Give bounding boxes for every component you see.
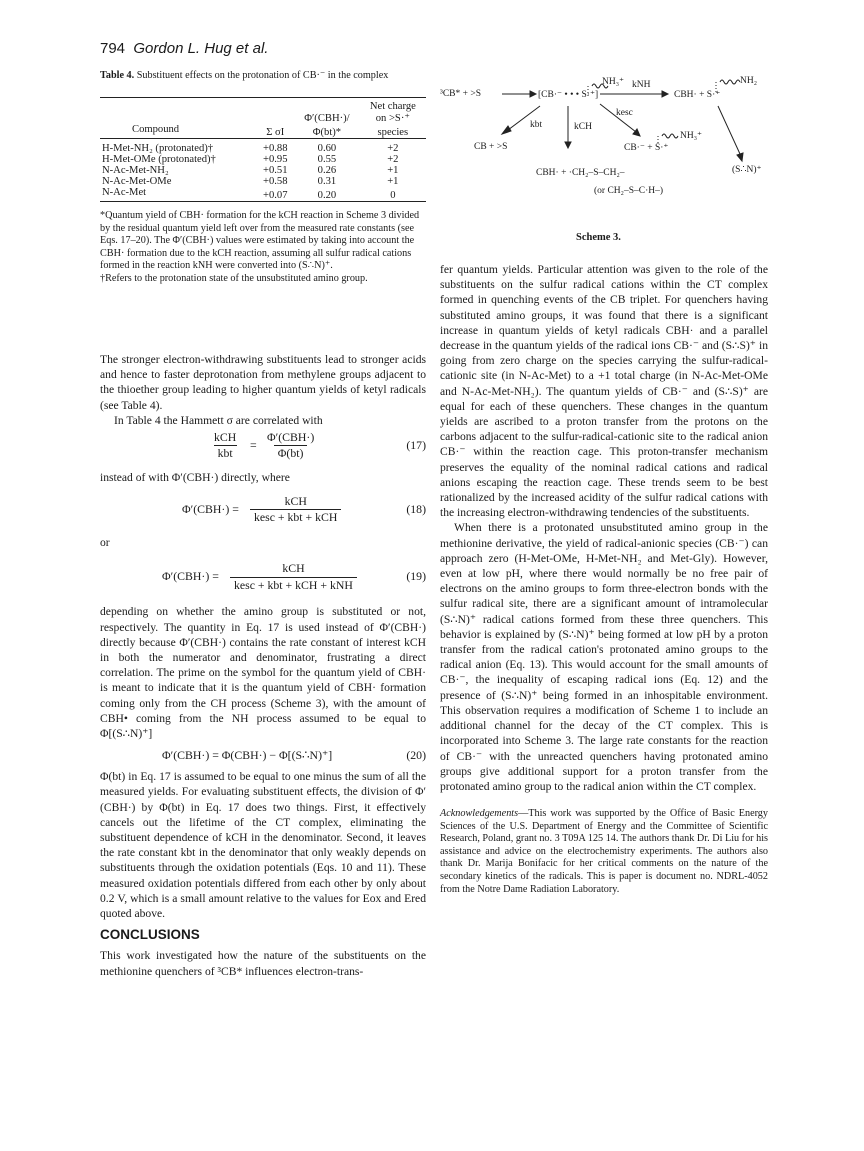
cell-charge: +1	[387, 176, 399, 188]
eq20-body: Φ′(CBH·) = Φ(CBH·) − Φ[(S∴N)⁺]	[162, 748, 333, 763]
scheme-complex: [CB·⁻ • • • S·⁺]	[538, 90, 599, 100]
paragraph: instead of with Φ′(CBH·) directly, where	[100, 471, 290, 485]
table-row	[100, 176, 426, 187]
table-grid	[100, 101, 426, 203]
cell-phi: 0.31	[317, 176, 337, 188]
eq17-left-fraction	[210, 430, 240, 461]
table-caption-text: Substituent effects on the protonation of CB·⁻ in the complex	[136, 70, 389, 81]
header-compound: Compound	[132, 123, 180, 135]
left-column	[100, 352, 426, 979]
eq19-num: kCH	[282, 561, 305, 576]
scheme-nh3-top: NH₃⁺	[602, 77, 625, 87]
table-row	[100, 154, 426, 165]
table-row	[100, 165, 426, 176]
header-net-3: species	[377, 126, 409, 138]
running-author: Gordon L. Hug et al.	[133, 40, 269, 57]
equation-20	[100, 745, 426, 767]
cell-charge: +2	[387, 143, 399, 155]
scheme-sn: (S∴N)⁺	[732, 165, 762, 175]
eq19-number: (19)	[406, 569, 426, 584]
table-footnote-2: †Refers to the protonation state of the unsubstituted amino group.	[100, 273, 368, 285]
eq17-number: (17)	[406, 438, 426, 453]
cell-charge: +2	[387, 154, 399, 166]
equation-17	[100, 428, 426, 466]
eq18-lhs: Φ′(CBH·) =	[182, 502, 239, 517]
equation-18	[100, 491, 426, 533]
eq19-fraction	[230, 561, 357, 592]
section-heading-conclusions: CONCLUSIONS	[100, 927, 200, 943]
paragraph: depending on whether the amino group is substituted or not, respectively. The quantity in Eq. 17 is used instead of Φ′(CBH·) directly because Φ′(CBH·) contains the rate constant of interest kCH in both the numerator and denominator, frustrating a direct correlation. The prime on the symbol for the quantum yield of CBH· is meant to indicate that it is the quantum yield of CBH· formation coming only from the CH process (Scheme 3), with the amount of CBH• coming from the NH process assumed to be equal to Φ[(S∴N)⁺]	[100, 605, 426, 741]
cell-compound: N-Ac-Met	[102, 187, 147, 199]
header-phi-1: Φ′(CBH·)/	[304, 112, 350, 124]
scheme-title: Scheme 3.	[576, 232, 621, 243]
eq17-equals: =	[250, 438, 257, 453]
scheme-3	[440, 72, 770, 262]
acknowledgements	[440, 808, 768, 896]
cell-compound: H-Met-OMe (protonated)†	[102, 154, 216, 166]
eq19-den: kesc + kbt + kCH + kNH	[230, 577, 357, 593]
scheme-nh3-mid: NH₃⁺	[680, 131, 703, 141]
eq18-number: (18)	[406, 502, 426, 517]
table-footnote-1: *Quantum yield of CBH· formation for the kCH reaction in Scheme 3 divided by the residual quantum yield left over from the measured rate constants (see Eqs. 17–20). The Φ′(CBH·) values were estimated by taking into account the CBH· formation due to the kCH reaction, assuming all sulfur radical cations formed in the reaction kNH were converted into (S∴N)⁺.	[100, 210, 420, 272]
page-number: 794	[100, 40, 126, 57]
cell-charge: 0	[390, 190, 396, 202]
cell-phi: 0.20	[317, 190, 337, 202]
eq17-den-right: Φ(bt)	[274, 445, 308, 461]
scheme-kch: kCH	[574, 122, 592, 132]
scheme-knh: kNH	[632, 80, 651, 90]
eq19-lhs: Φ′(CBH·) =	[162, 569, 219, 584]
cell-phi: 0.26	[317, 165, 337, 177]
right-column	[440, 262, 768, 896]
cell-compound: H-Met-NH₂ (protonated)†	[102, 143, 214, 155]
table-row	[100, 143, 426, 154]
cell-sigma: +0.95	[263, 154, 288, 166]
paragraph: fer quantum yields. Particular attention was given to the role of the substituents on the sulfur radical cations within the CT complex formed in quenching events of the CB triplet. For quenchers having substituted amino groups, it was found that there is a significant increase in quantum yields of ketyl radicals CBH· and a parallel decrease in the quantum yields of the radical ions CB·⁻ and (S∴S)⁺ in going from zero charge on the species carrying the sulfur-radical-cationic site (in N-Ac-Met) to a +1 total charge (in N-Ac-Met-OMe and N-Ac-Met-NH₂). The quantum yields of CB·⁻ and (S∴S)⁺ are equal for each of these quenchers. These changes in the quantum yields are ascribed to a proton transfer from the protons on the carbons adjacent to the sulfur-radical-cationic site to the radical anion CB·⁻ within the reaction cage. This proton-transfer mechanism preserves the equality of the nominal radical cations and radical anions escaping the reaction cage. These trends seem to be best rationalized by the increased acidity of the sulfur radical cations with the increasing electron-withdrawing tendencies of the substituents.	[440, 263, 768, 520]
paragraph: In Table 4 the Hammett σ are correlated with	[114, 413, 323, 427]
eq17-den-left: kbt	[214, 445, 237, 461]
paragraph: The stronger electron-withdrawing substituents lead to stronger acids and hence to faster deprotonation from methylene groups adjacent to the thioether group leading to higher quantum yields of ketyl radicals (see Table 4).	[100, 353, 426, 412]
eq17-num-left: kCH	[214, 430, 237, 445]
header-net-1: Net charge	[369, 100, 416, 112]
acknowledgements-text: —This work was supported by the Office of Basic Energy Sciences of the U.S. Department of Energy and the Committee of Scientific Research, Poland, grant no. 3 T09A 125 14. The authors thank Dr. Di Liu for his assistance and advice on the electrochemistry experiments. The authors also thank Dr. Marija Bonifacic for her critical comments on the nature of the secondary kinetics of the radicals. This is paper is document no. NDRL-4052 from the Notre Dame Radiation Laboratory.	[440, 808, 768, 895]
cell-compound: N-Ac-Met-NH₂	[102, 165, 169, 177]
cell-phi: 0.60	[317, 143, 337, 155]
table-label: Table 4.	[100, 70, 135, 81]
cell-sigma: +0.88	[263, 143, 288, 155]
paragraph: When there is a protonated unsubstituted amino group in the methionine derivative, the yield of radical-anionic species (CB·⁻) can approach zero (H-Met-OMe, H-Met-NH₂ and Met-Gly). However, even at low pH, where there would normally be no free pair of electrons on the amino groups to form three-electron bonds with the sulfur radical site, there are a significant amount of intramolecular (S∴N)⁺ radical cations formed from these three quenchers. This behavior is explained by (S∴N)⁺ being formed at low pH by a proton transfer from the radical cation's protonated amino groups to the radical anion (Eq. 13). This would account for the small amounts of CB·⁻, the inequality of escaping radical ions (Eq. 12) and the presence of (S∴N)⁺ being formed in an inhospitable environment. This observation requires a modification of Scheme 1 to include an additional channel for the decay of the CT complex. This is incorporated into Scheme 3. The large rate constants for the reaction of CB·⁻ with the unreacted quenchers having protonated amino groups give additional support for a proton transfer from the protonated amino group to the radical anion within the CT complex.	[440, 521, 768, 793]
cell-sigma: +0.58	[263, 176, 288, 188]
scheme-alternative: (or CH₂–S–C·H–)	[594, 186, 664, 196]
eq18-fraction	[250, 494, 341, 525]
eq18-num: kCH	[284, 494, 307, 509]
cell-compound: N-Ac-Met-OMe	[102, 176, 172, 188]
eq20-number: (20)	[406, 748, 426, 763]
scheme-cbm-s: CB·⁻ + S·⁺	[624, 143, 669, 153]
paragraph: or	[100, 536, 110, 550]
header-phi-2: Φ(bt)*	[312, 126, 342, 138]
table-4	[100, 70, 426, 286]
cell-phi: 0.55	[317, 154, 337, 166]
scheme-kesc: kesc	[616, 108, 633, 118]
header-net-2: on >S·⁺	[375, 112, 410, 124]
cell-sigma: +0.51	[263, 165, 288, 177]
eq18-den: kesc + kbt + kCH	[250, 509, 341, 525]
header-sigma: Σ σI	[266, 126, 285, 138]
eq17-num-right: Φ′(CBH·)	[267, 430, 315, 445]
acknowledgements-label: Acknowledgements	[440, 808, 519, 820]
eq17-right-fraction	[263, 430, 318, 461]
table-caption	[100, 70, 426, 83]
equation-19	[100, 558, 426, 600]
scheme-cb-s: CB + >S	[474, 142, 508, 152]
cell-charge: +1	[387, 165, 399, 177]
paragraph: This work investigated how the nature of the substituents on the methionine quenchers of ³CB* influences electron-trans-	[100, 949, 426, 978]
scheme-kbt: kbt	[530, 120, 543, 130]
running-header	[100, 40, 268, 57]
scheme-reactants: ³CB* + >S	[440, 89, 482, 99]
scheme-cbh-radical: CBH· + ·CH₂–S–CH₂–	[536, 168, 625, 178]
scheme-cbh-top: CBH· + S·⁺	[674, 90, 721, 100]
scheme-nh2: NH₂	[740, 76, 758, 86]
table-row	[100, 187, 426, 202]
cell-sigma: +0.07	[263, 190, 288, 202]
paragraph: Φ(bt) in Eq. 17 is assumed to be equal to one minus the sum of all the measured yields. For evaluating substituent effects, the division of Φ′(CBH·) by Φ(bt) in Eq. 17 does two things. First, it effectively cancels out the lifetime of the CT complex, eliminating the substituent dependence of kCH in the denominator. Second, it leaves the rate constant kbt in the denominator that only weakly depends on substituents through the oxidation potentials (Eqs. 10 and 11). These measured oxidation potentials differed from each other by only about 0.2 V, which is a small amount relative to the values for Eox and Ered quoted above.	[100, 770, 426, 921]
